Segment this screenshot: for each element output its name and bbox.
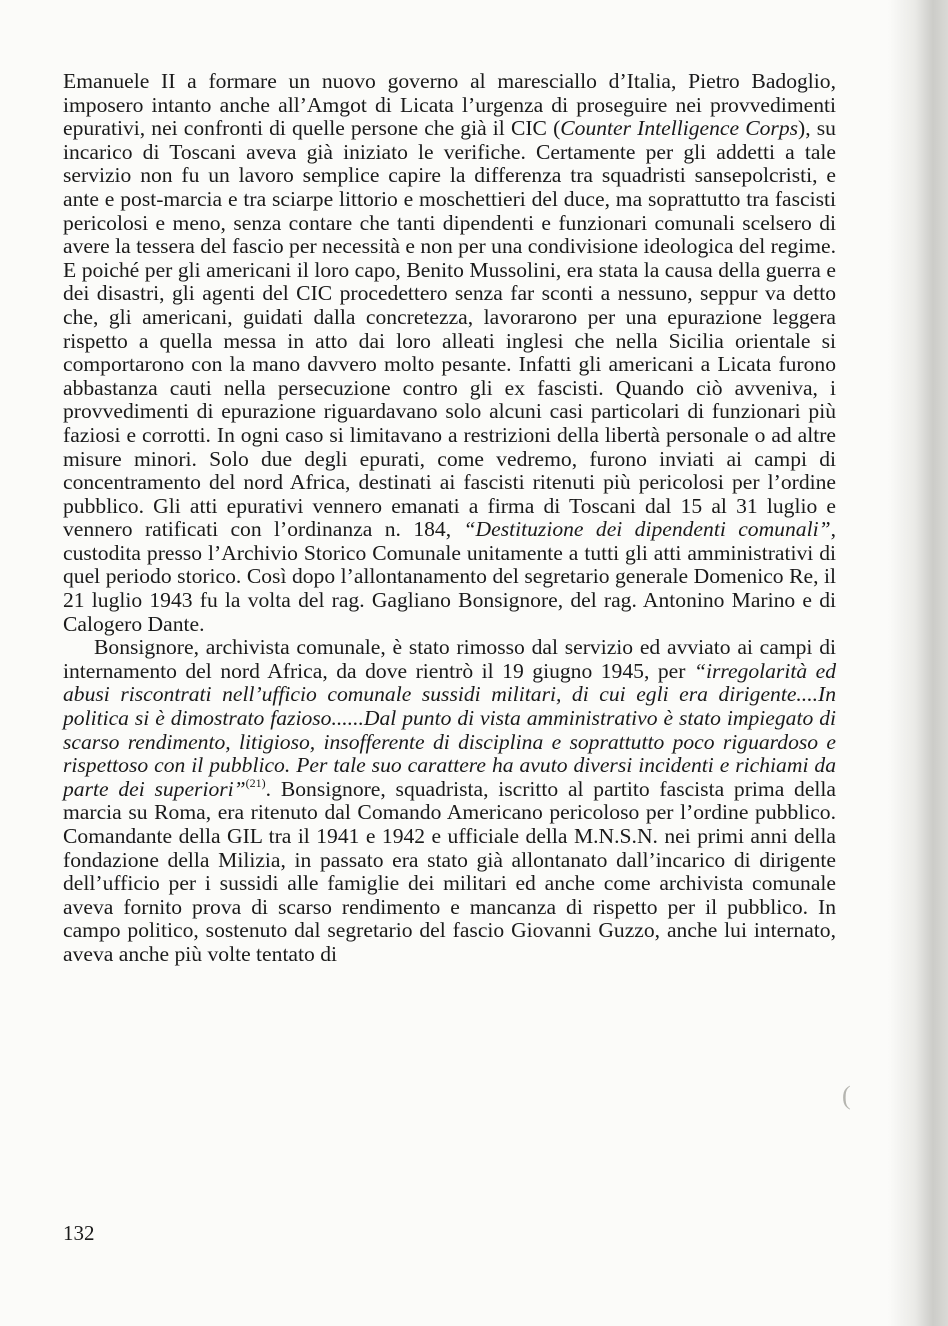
p1-italic-ordinance-title: “Destituzione dei dipendenti comunali” (463, 517, 831, 542)
p1-text-1: Emanuele II a formare un nuovo governo al maresciallo d’Italia, Pietro Badoglio, imposero intanto anche all’Amgot di Licata l’urgenza di proseguire nei provvedimenti epurativi, nei confronti di quelle persone che già il CIC ( (63, 69, 836, 141)
paragraph-1 (63, 70, 836, 636)
margin-pencil-mark: ( (842, 1081, 851, 1110)
paragraph-2 (63, 636, 836, 966)
p1-italic-corps-name: Counter Intelligence Corps (560, 116, 799, 141)
p2-text-2: . Bonsignore, squadrista, iscritto al partito fascista prima della marcia su Roma, era ritenuto dal Comando Americano pericoloso per l’ordine pubblico. Comandante della GIL tra il 1941 e 1942 e ufficiale della M.N.S.N. nei primi anni della fondazione della Milizia, in passato era stato già allontanato dall’incarico di dirigente dell’ufficio per i sussidi alle famiglie dei militari ed anche come archivista comunale aveva fornito prova di scarso rendimento e mancanza di rispetto per il pubblico. In campo politico, sostenuto dal segretario del fascio Giovanni Guzzo, anche lui internato, aveva anche più volte tentato di (63, 776, 837, 966)
p1-text-2: ), su incarico di Toscani aveva già iniziato le verifiche. Certamente per gli addetti a tale servizio non fu un lavoro semplice capire la differenza tra squadristi sansepolcristi, e ante e post-marcia e tra sciarpe littorio e moschettieri del duce, ma soprattutto tra fascisti pericolosi e meno, senza contare che tanti dipendenti e funzionari comunali scelsero di avere la tessera del fascio per necessità e non per una condivisione ideologica del regime. E poiché per gli americani il loro capo, Benito Mussolini, era stata la causa della guerra e dei disastri, gli agenti del CIC procedettero senza far sconti a nessuno, seppur va detto che, gli americani, guidati dalla concretezza, lavorarono per una epurazione leggera rispetto a quella messa in atto dai loro alleati inglesi che nella Sicilia orientale si comportarono con la mano davvero molto pesante. Infatti gli americani a Licata furono abbastanza cauti nella persecuzione contro gli ex fascisti. Quando ciò avveniva, i provvedimenti di epurazione riguardavano solo alcuni casi particolari di funzionari più faziosi e corrotti. In ogni caso si limitavano a restrizioni della libertà personale o ad altre misure minori. Solo due degli epurati, come vedremo, furono inviati ai campi di concentramento del nord Africa, destinati ai fascisti ritenuti più pericolosi per l’ordine pubblico. Gli atti epurativi vennero emanati a firma di Toscani dal 15 al 31 luglio e vennero ratificati con l’ordinanza n. 184, (63, 116, 836, 542)
page-number: 132 (63, 1221, 95, 1245)
footnote-ref-21: (21) (245, 775, 266, 790)
p2-text-1: Bonsignore, archivista comunale, è stato rimosso dal servizio ed avviato ai campi di internamento del nord Africa, da dove rientrò il 19 giugno 1945, per (63, 635, 836, 683)
p2-italic-quotation: “irregolarità ed abusi riscontrati nell’ufficio comunale sussidi militari, di cui egli era dirigente....In politica si è dimostrato fazioso......Dal punto di vista amministrativo è stato impiegato di scarso rendimento, litigioso, insofferente di disciplina e soprattutto poco riguardoso e rispettoso con il pubblico. Per tale suo carattere ha avuto diversi incidenti e richiami da parte dei superiori” (63, 658, 837, 801)
page-gutter-shadow (888, 0, 948, 1326)
body-text (63, 70, 836, 967)
p1-text-3: , custodita presso l’Archivio Storico Comunale unitamente a tutti gli atti amministrativi di quel periodo storico. Così dopo l’allontanamento del segretario generale Domenico Re, il 21 luglio 1943 fu la volta del rag. Gagliano Bonsignore, del rag. Antonino Marino e di Calogero Dante. (63, 517, 836, 636)
